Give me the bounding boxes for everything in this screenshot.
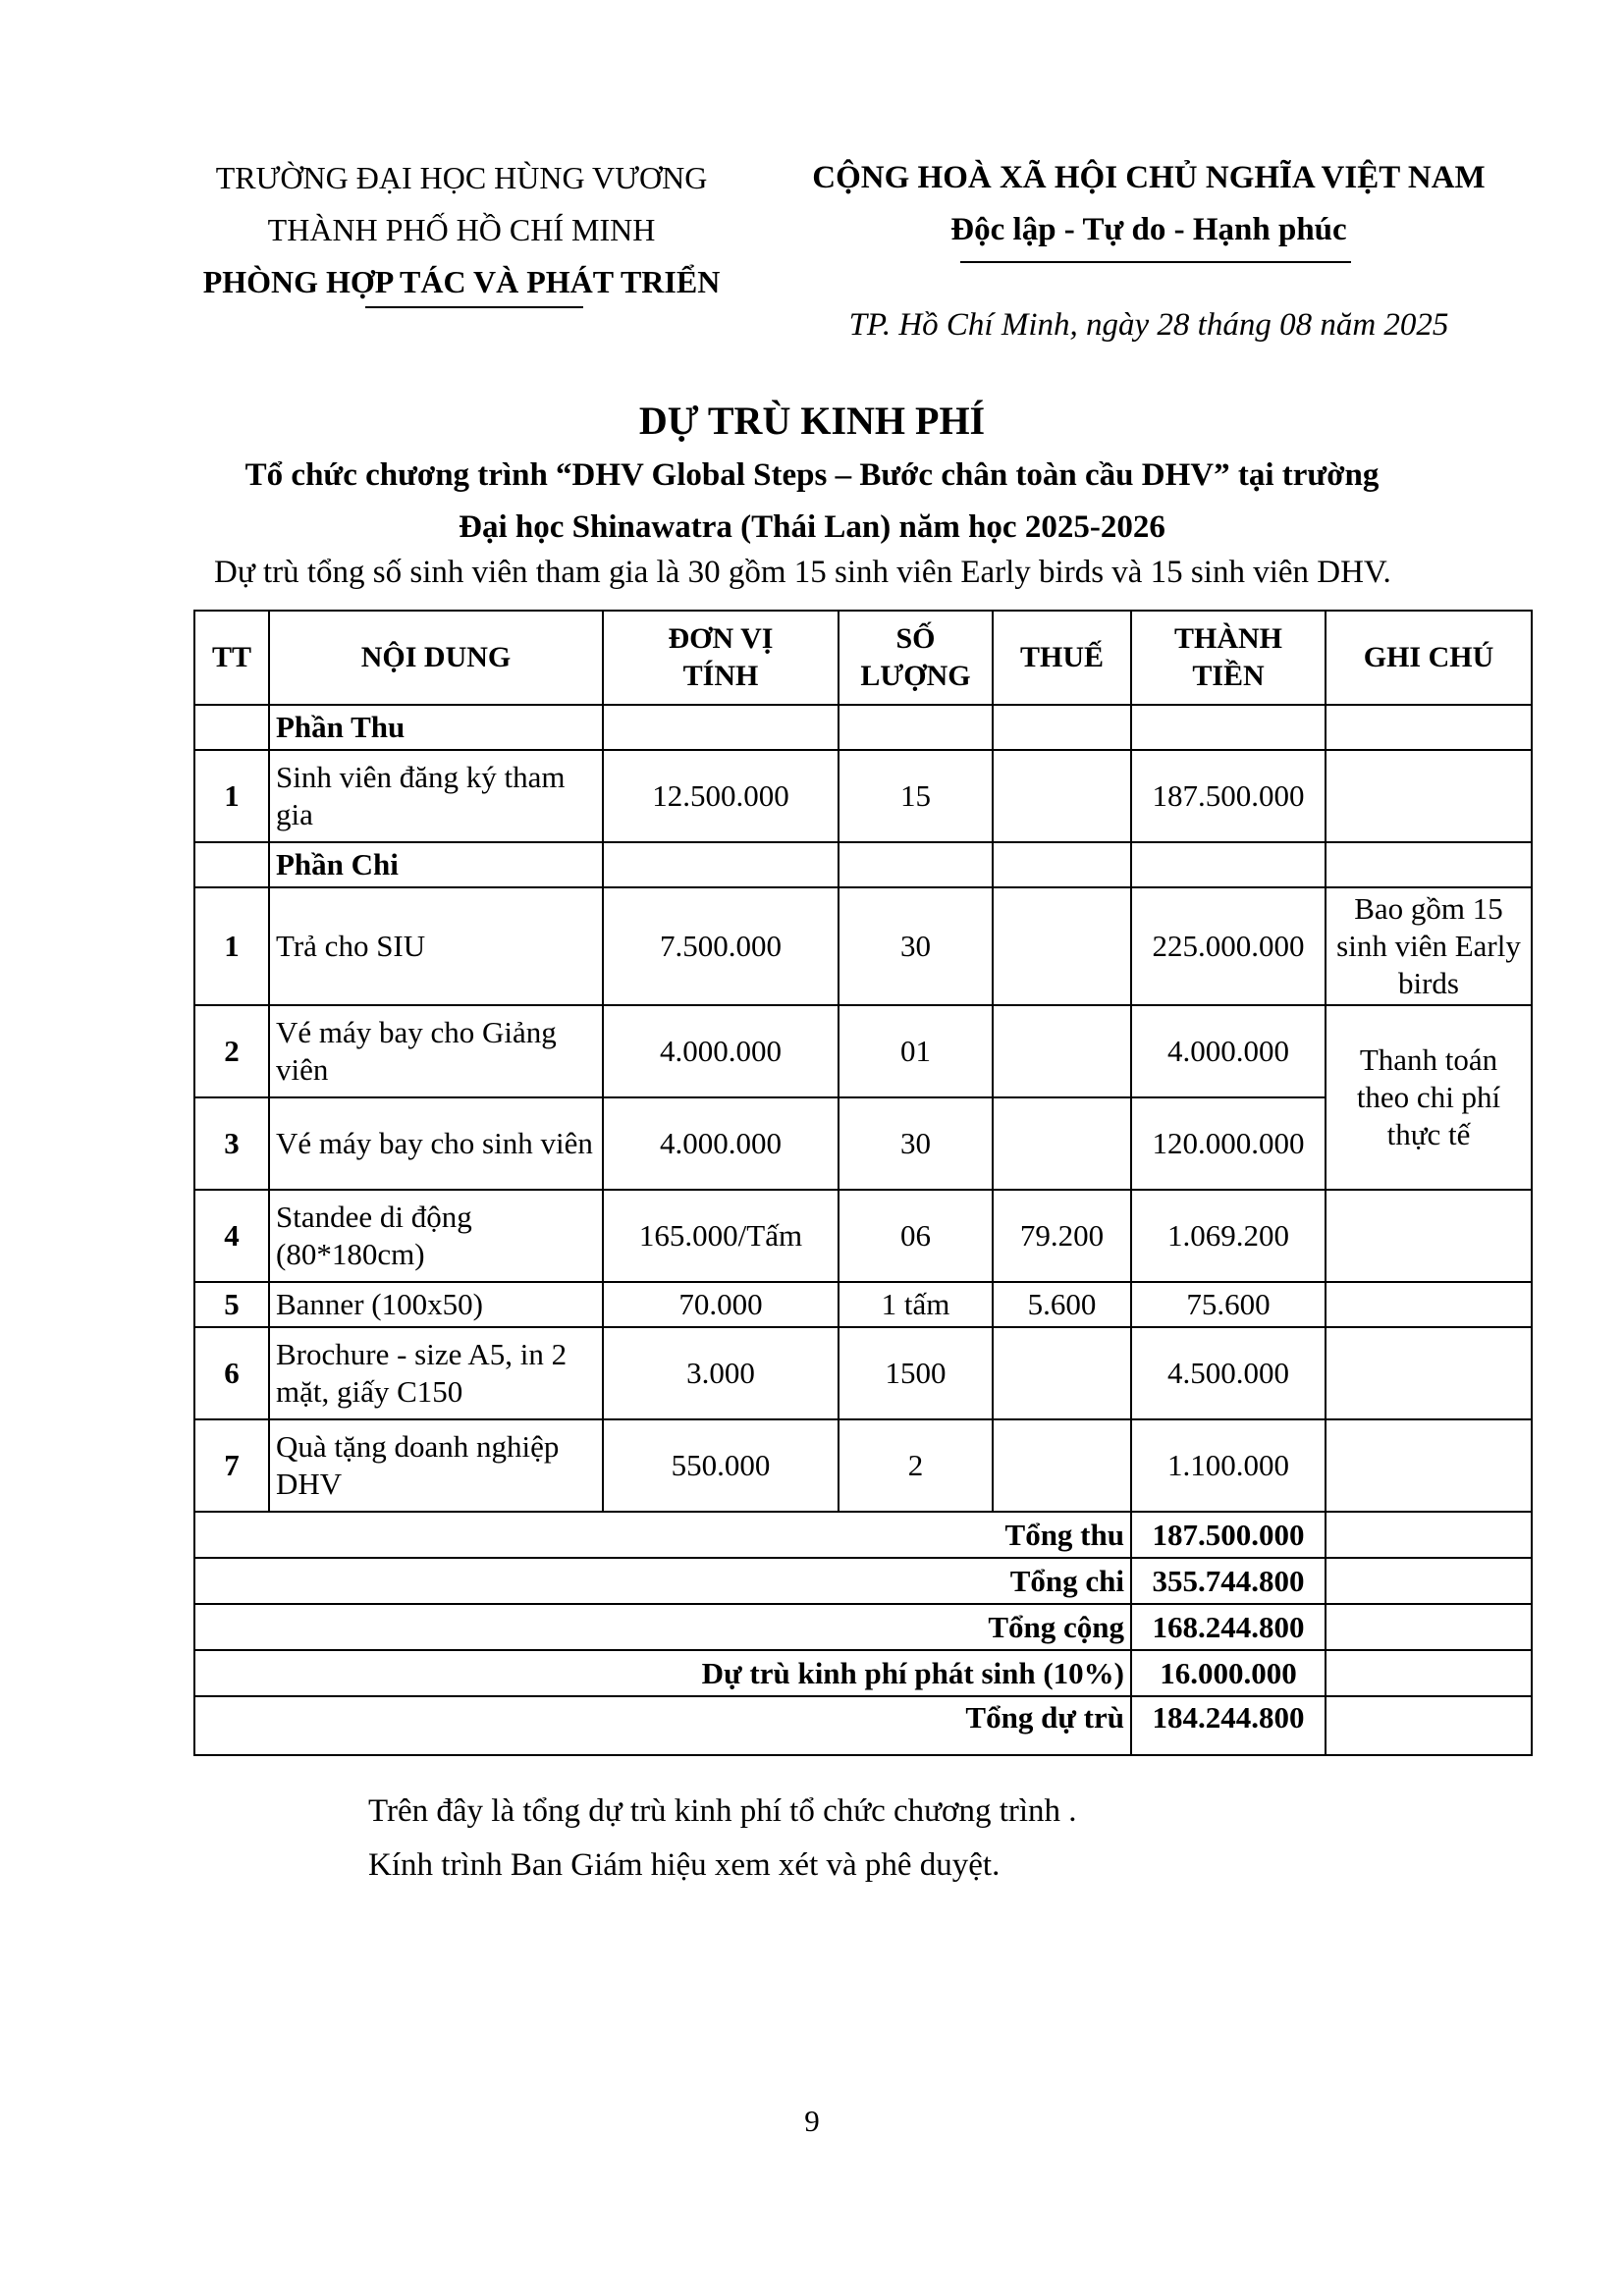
expense-unit: 4.000.000 <box>603 1005 839 1097</box>
expense-tax: 5.600 <box>993 1282 1131 1327</box>
expense-amount: 4.000.000 <box>1131 1005 1326 1097</box>
expense-amount: 4.500.000 <box>1131 1327 1326 1419</box>
closing-text <box>368 1785 1077 1893</box>
expense-content: Banner (100x50) <box>269 1282 603 1327</box>
expense-qty: 30 <box>839 1097 993 1190</box>
expense-amount: 225.000.000 <box>1131 887 1326 1005</box>
header-amount: THÀNH TIỀN <box>1131 611 1326 705</box>
note-siu: Bao gồm 15 sinh viên Early birds <box>1326 887 1532 1005</box>
university-name: TRƯỜNG ĐẠI HỌC HÙNG VƯƠNG <box>215 160 708 195</box>
income-unit: 12.500.000 <box>603 750 839 842</box>
expense-content: Vé máy bay cho Giảng viên <box>269 1005 603 1097</box>
income-section-row <box>194 705 1532 750</box>
total-label: Tổng thu <box>194 1512 1131 1558</box>
page-number: 9 <box>804 2104 820 2138</box>
header-tt: TT <box>194 611 269 705</box>
total-value: 355.744.800 <box>1131 1558 1326 1604</box>
expense-row <box>194 1005 1532 1097</box>
income-content: Sinh viên đăng ký tham gia <box>269 750 603 842</box>
budget-table <box>193 610 1533 1756</box>
header-left-underline <box>365 306 583 308</box>
header-unit: ĐƠN VỊ TÍNH <box>603 611 839 705</box>
total-value: 168.244.800 <box>1131 1604 1326 1650</box>
expense-content: Brochure - size A5, in 2 mặt, giấy C150 <box>269 1327 603 1419</box>
header-qty: SỐ LƯỢNG <box>839 611 993 705</box>
expense-tt: 7 <box>194 1419 269 1512</box>
header-right-underline <box>960 261 1351 263</box>
header-left <box>157 152 766 308</box>
expense-qty: 1 tấm <box>839 1282 993 1327</box>
income-amount: 187.500.000 <box>1131 750 1326 842</box>
subtitle-line-1: Tổ chức chương trình “DHV Global Steps – Bước chân toàn cầu DHV” tại trường <box>244 457 1380 493</box>
closing-line-1: Trên đây là tổng dự trù kinh phí tổ chức chương trình . <box>368 1793 1077 1829</box>
header-content: NỘI DUNG <box>269 611 603 705</box>
subtitle-line-2: Đại học Shinawatra (Thái Lan) năm học 2025-2026 <box>459 509 1165 545</box>
expense-tax <box>993 1097 1131 1190</box>
header-right <box>781 152 1517 256</box>
income-section-label: Phần Thu <box>269 705 603 750</box>
closing-line-2: Kính trình Ban Giám hiệu xem xét và phê duyệt. <box>368 1847 1001 1883</box>
city-name: THÀNH PHỐ HỒ CHÍ MINH <box>267 212 656 247</box>
expense-row <box>194 1190 1532 1282</box>
total-label: Tổng cộng <box>194 1604 1131 1650</box>
total-value: 184.244.800 <box>1131 1696 1326 1755</box>
expense-row <box>194 1327 1532 1419</box>
income-row <box>194 750 1532 842</box>
expense-amount: 1.069.200 <box>1131 1190 1326 1282</box>
intro-text: Dự trù tổng số sinh viên tham gia là 30 gồm 15 sinh viên Early birds và 15 sinh viên DHV. <box>214 555 1391 590</box>
expense-section-label: Phần Chi <box>269 842 603 887</box>
total-label: Tổng dự trù <box>194 1696 1131 1755</box>
expense-tax <box>993 1419 1131 1512</box>
expense-tax <box>993 887 1131 1005</box>
expense-qty: 01 <box>839 1005 993 1097</box>
expense-unit: 550.000 <box>603 1419 839 1512</box>
expense-tax: 79.200 <box>993 1190 1131 1282</box>
expense-row <box>194 887 1532 1005</box>
expense-qty: 30 <box>839 887 993 1005</box>
document-date: TP. Hồ Chí Minh, ngày 28 tháng 08 năm 2025 <box>848 307 1449 343</box>
income-tt: 1 <box>194 750 269 842</box>
expense-unit: 4.000.000 <box>603 1097 839 1190</box>
note-flights: Thanh toán theo chi phí thực tế <box>1326 1005 1532 1190</box>
expense-unit: 165.000/Tấm <box>603 1190 839 1282</box>
header-tax: THUẾ <box>993 611 1131 705</box>
expense-section-row <box>194 842 1532 887</box>
expense-tt: 3 <box>194 1097 269 1190</box>
expense-qty: 2 <box>839 1419 993 1512</box>
expense-content: Trả cho SIU <box>269 887 603 1005</box>
table-header-row <box>194 611 1532 705</box>
expense-amount: 120.000.000 <box>1131 1097 1326 1190</box>
total-label: Dự trù kinh phí phát sinh (10%) <box>194 1650 1131 1696</box>
expense-tt: 6 <box>194 1327 269 1419</box>
expense-content: Quà tặng doanh nghiệp DHV <box>269 1419 603 1512</box>
expense-tax <box>993 1005 1131 1097</box>
expense-unit: 7.500.000 <box>603 887 839 1005</box>
income-tax <box>993 750 1131 842</box>
expense-tax <box>993 1327 1131 1419</box>
total-row <box>194 1512 1532 1558</box>
expense-row <box>194 1282 1532 1327</box>
income-qty: 15 <box>839 750 993 842</box>
expense-tt: 4 <box>194 1190 269 1282</box>
expense-amount: 75.600 <box>1131 1282 1326 1327</box>
national-motto: Độc lập - Tự do - Hạnh phúc <box>950 212 1347 247</box>
total-value: 187.500.000 <box>1131 1512 1326 1558</box>
total-row <box>194 1604 1532 1650</box>
expense-unit: 3.000 <box>603 1327 839 1419</box>
expense-tt: 1 <box>194 887 269 1005</box>
department-name: PHÒNG HỢP TÁC VÀ PHÁT TRIỂN <box>202 264 721 299</box>
header-note: GHI CHÚ <box>1326 611 1532 705</box>
expense-amount: 1.100.000 <box>1131 1419 1326 1512</box>
expense-qty: 1500 <box>839 1327 993 1419</box>
expense-tt: 2 <box>194 1005 269 1097</box>
expense-unit: 70.000 <box>603 1282 839 1327</box>
national-title: CỘNG HOÀ XÃ HỘI CHỦ NGHĨA VIỆT NAM <box>812 160 1486 195</box>
expense-content: Vé máy bay cho sinh viên <box>269 1097 603 1190</box>
total-label: Tổng chi <box>194 1558 1131 1604</box>
total-value: 16.000.000 <box>1131 1650 1326 1696</box>
total-row <box>194 1650 1532 1696</box>
expense-qty: 06 <box>839 1190 993 1282</box>
expense-content: Standee di động (80*180cm) <box>269 1190 603 1282</box>
total-row <box>194 1558 1532 1604</box>
expense-row <box>194 1419 1532 1512</box>
total-row <box>194 1696 1532 1755</box>
expense-tt: 5 <box>194 1282 269 1327</box>
document-subtitle <box>137 450 1487 554</box>
document-title: DỰ TRÙ KINH PHÍ <box>638 399 986 443</box>
